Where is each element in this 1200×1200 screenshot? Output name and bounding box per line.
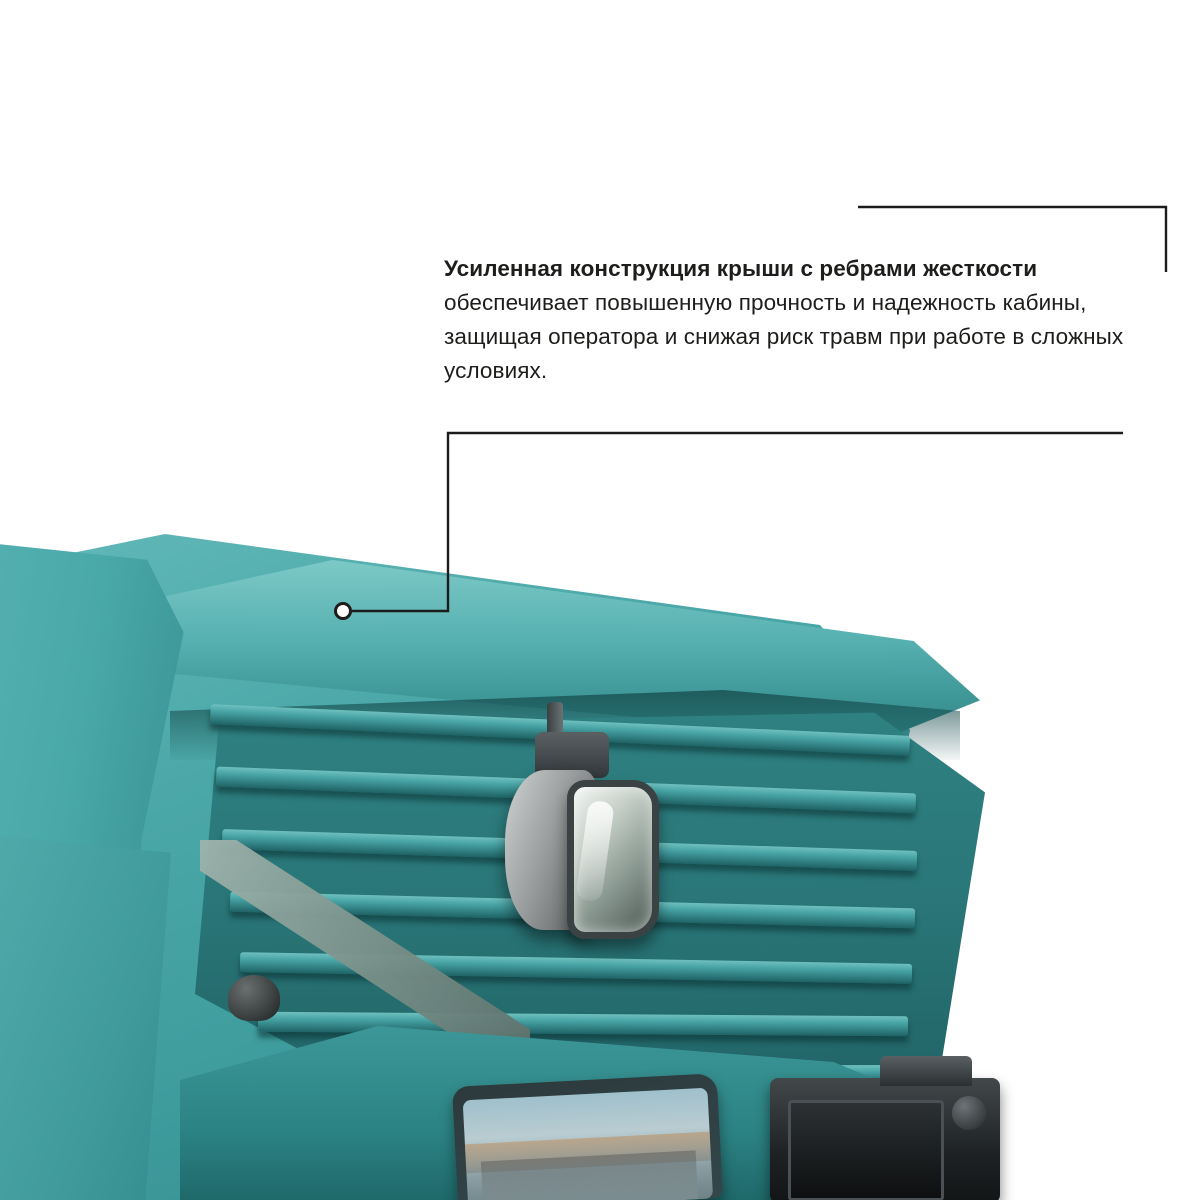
callout-text-bold: Усиленная конструкция крыши с ребрами жесткости: [444, 256, 1038, 281]
console-top-cap: [880, 1056, 972, 1086]
mirror-glass: [463, 1088, 713, 1200]
console-screen: [788, 1100, 944, 1200]
rear-view-mirror: [452, 1073, 723, 1200]
work-lamp: [505, 760, 650, 945]
callout-text-block: [444, 252, 1156, 388]
console-knob: [952, 1096, 986, 1130]
work-lamp-lens: [567, 780, 659, 939]
callout-dot-marker: [334, 602, 352, 620]
roof-knob: [228, 975, 280, 1021]
control-console: [770, 1078, 1000, 1200]
callout-text-rest: обеспечивает повышенную прочность и надежность кабины, защищая оператора и снижая риск травм при работе в сложных условиях.: [444, 290, 1124, 383]
